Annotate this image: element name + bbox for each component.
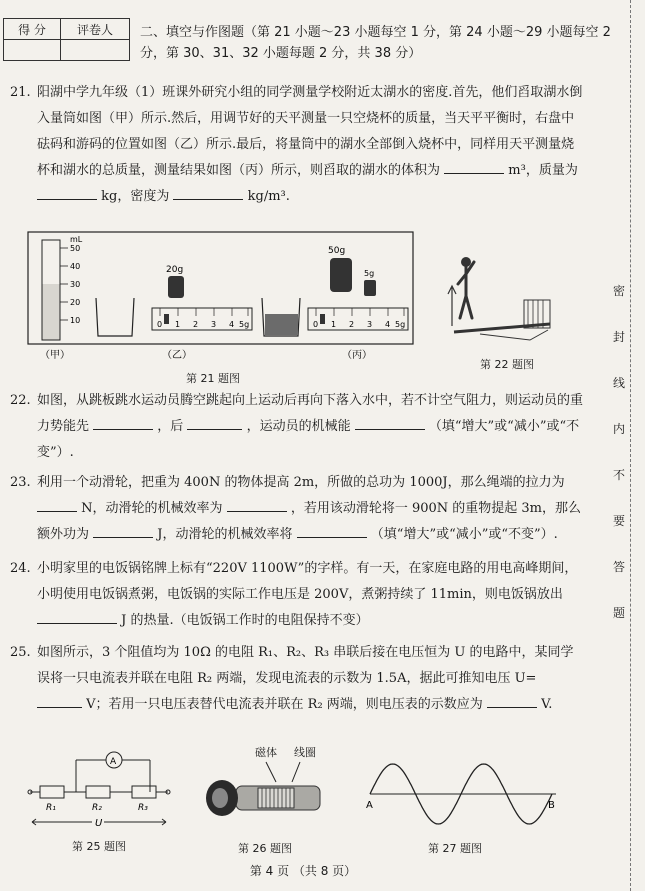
seal-char: 答	[612, 560, 625, 574]
q23-blank-2[interactable]	[227, 497, 287, 512]
q23-blank-4[interactable]	[297, 523, 367, 538]
q25-text-2: V；若用一只电压表替代电流表并联在 R₂ 两端，则电压表的示数应为	[86, 697, 483, 712]
q25-blank-2[interactable]	[487, 693, 537, 708]
point-b: B	[548, 800, 555, 811]
question-25	[10, 640, 585, 718]
score-cell[interactable]	[4, 40, 61, 61]
scale-yi-0: 0	[157, 320, 163, 329]
figure-21-caption: 第 21 题图	[186, 372, 240, 385]
question-number: 22.	[10, 393, 31, 408]
q21-unit1: m³，质量为	[508, 163, 578, 178]
question-23	[10, 470, 585, 548]
label-r1: R₁	[46, 803, 56, 813]
q22-blank-2[interactable]	[187, 415, 242, 430]
q22-text-4: （填“增大”或“减小”或“不变”）.	[37, 419, 580, 460]
figure-26-caption: 第 26 题图	[238, 842, 292, 855]
resistor-r2	[86, 786, 110, 798]
q23-text-2: N，动滑轮的机械效率为	[81, 501, 223, 516]
q23-text-3: ，若用该动滑轮将一 900N 的重物提起 3m，那么额外功为	[37, 501, 581, 542]
scale-yi-5: 5g	[239, 320, 250, 329]
question-number: 24.	[10, 561, 31, 576]
scale-bing-0: 0	[313, 320, 319, 329]
figure-22-caption: 第 22 题图	[480, 358, 534, 371]
seal-char: 线	[612, 376, 625, 390]
weight-20g: 20g	[166, 265, 184, 275]
question-number: 21.	[10, 85, 31, 100]
q23-text-4: J，动滑轮的机械效率将	[157, 527, 293, 542]
scale-bing-4: 4	[385, 320, 391, 329]
q22-text-2: ，后	[157, 419, 184, 434]
q25-text-3: V.	[541, 697, 553, 712]
q24-text-2: J 的热量.（电饭锅工作时的电阻保持不变）	[121, 613, 369, 628]
seal-char: 要	[612, 514, 625, 528]
figure-26	[196, 760, 326, 832]
scale-bing-3: 3	[367, 320, 373, 329]
cylinder-unit: mL	[70, 235, 83, 244]
q21-unit3: kg/m³.	[247, 189, 290, 204]
tick-20: 20	[70, 298, 81, 307]
tick-40: 40	[70, 262, 81, 271]
figure-27	[356, 756, 566, 834]
figure-22	[440, 244, 560, 352]
weight-50g: 50g	[328, 246, 346, 256]
ammeter-label: A	[110, 757, 117, 767]
tick-10: 10	[70, 316, 81, 325]
seal-char: 封	[612, 330, 625, 344]
resistor-r1	[40, 786, 64, 798]
point-a: A	[366, 800, 373, 811]
q21-blank-volume[interactable]	[444, 159, 504, 174]
label-r3: R₃	[138, 803, 148, 813]
q24-text-1: 小明家里的电饭锅铭牌上标有“220V 1100W”的字样。有一天，在家庭电路的用电高峰期间，小明使用电饭锅煮粥，电饭锅的实际工作电压是 200V，煮粥持续了 11min，则电饭锅放出	[37, 561, 578, 602]
scale-bing-1: 1	[331, 320, 337, 329]
score-table	[3, 18, 130, 61]
magnet-label: 磁体	[255, 746, 277, 759]
q24-blank-1[interactable]	[37, 609, 117, 624]
scale-yi-1: 1	[175, 320, 181, 329]
section-title: 二、填空与作图题（第 21 小题～23 小题每空 1 分，第 24 小题～29 小题每空 2 分，第 30、31、32 小题每题 2 分，共 38 分）	[140, 25, 611, 61]
seal-char: 密	[612, 284, 625, 298]
question-21	[10, 80, 585, 210]
page-footer: 第 4 页 （共 8 页）	[249, 864, 357, 878]
label-bing: （丙）	[342, 350, 372, 361]
q21-unit2: kg，密度为	[101, 189, 170, 204]
grader-cell[interactable]	[61, 40, 130, 61]
question-number: 23.	[10, 475, 31, 490]
label-jia: （甲）	[40, 350, 70, 361]
seal-strip	[606, 0, 645, 891]
seal-char: 题	[612, 606, 625, 620]
figure-21	[24, 228, 419, 368]
scale-yi-4: 4	[229, 320, 235, 329]
question-22	[10, 388, 585, 466]
scale-yi-2: 2	[193, 320, 199, 329]
seal-char: 不	[612, 468, 625, 482]
q25-blank-1[interactable]	[37, 693, 82, 708]
q21-blank-density[interactable]	[173, 185, 243, 200]
label-yi: （乙）	[162, 350, 192, 361]
tick-30: 30	[70, 280, 81, 289]
scale-bing-5: 5g	[395, 320, 406, 329]
resistor-r3	[132, 786, 156, 798]
q23-text-1: 利用一个动滑轮，把重为 400N 的物体提高 2m，所做的总功为 1000J，那么绳端的拉力为	[37, 475, 565, 490]
q21-blank-mass[interactable]	[37, 185, 97, 200]
seal-char: 内	[612, 422, 625, 436]
q22-blank-1[interactable]	[93, 415, 153, 430]
score-label: 得 分	[4, 19, 61, 40]
q21-text: 阳湖中学九年级（1）班课外研究小组的同学测量学校附近太湖水的密度.首先，他们舀取湖水倒入量筒如图（甲）所示.然后，用调节好的天平测量一只空烧杯的质量，当天平平衡时，右盘中砝码和游码的位置如图（乙）所示.最后，将量筒中的湖水全部倒入烧杯中，同样用天平测量烧杯和湖水的总质量，测量结果如图（丙）所示，则舀取的湖水的体积为	[37, 85, 583, 178]
q23-blank-3[interactable]	[93, 523, 153, 538]
label-r2: R₂	[92, 803, 102, 813]
seal-line	[630, 0, 632, 891]
question-number: 25.	[10, 645, 31, 660]
q22-blank-3[interactable]	[355, 415, 425, 430]
scale-yi-3: 3	[211, 320, 217, 329]
grader-label: 评卷人	[61, 19, 130, 40]
q25-text-1: 如图所示，3 个阻值均为 10Ω 的电阻 R₁、R₂、R₃ 串联后接在电压恒为 U 的电路中，某同学误将一只电流表并联在电阻 R₂ 两端，发现电流表的示数为 1.5A，据此可推知电压 U=	[37, 645, 574, 686]
coil-label: 线圈	[294, 746, 316, 759]
figure-25	[26, 742, 176, 834]
tick-50: 50	[70, 244, 81, 253]
weight-5g: 5g	[364, 269, 375, 278]
arrow-up-icon	[448, 286, 456, 326]
label-u: U	[95, 818, 103, 829]
figure-27-caption: 第 27 题图	[428, 842, 482, 855]
q23-blank-1[interactable]	[37, 497, 77, 512]
q23-text-5: （填“增大”或“减小”或“不变”）.	[370, 527, 558, 542]
figure-25-caption: 第 25 题图	[72, 840, 126, 853]
q22-text-3: ，运动员的机械能	[246, 419, 351, 434]
scale-bing-2: 2	[349, 320, 355, 329]
question-24	[10, 556, 585, 634]
q22-text-1: 如图，从跳板跳水运动员腾空跳起向上运动后再向下落入水中，若不计空气阻力，则运动员的重力势能先	[37, 393, 584, 434]
